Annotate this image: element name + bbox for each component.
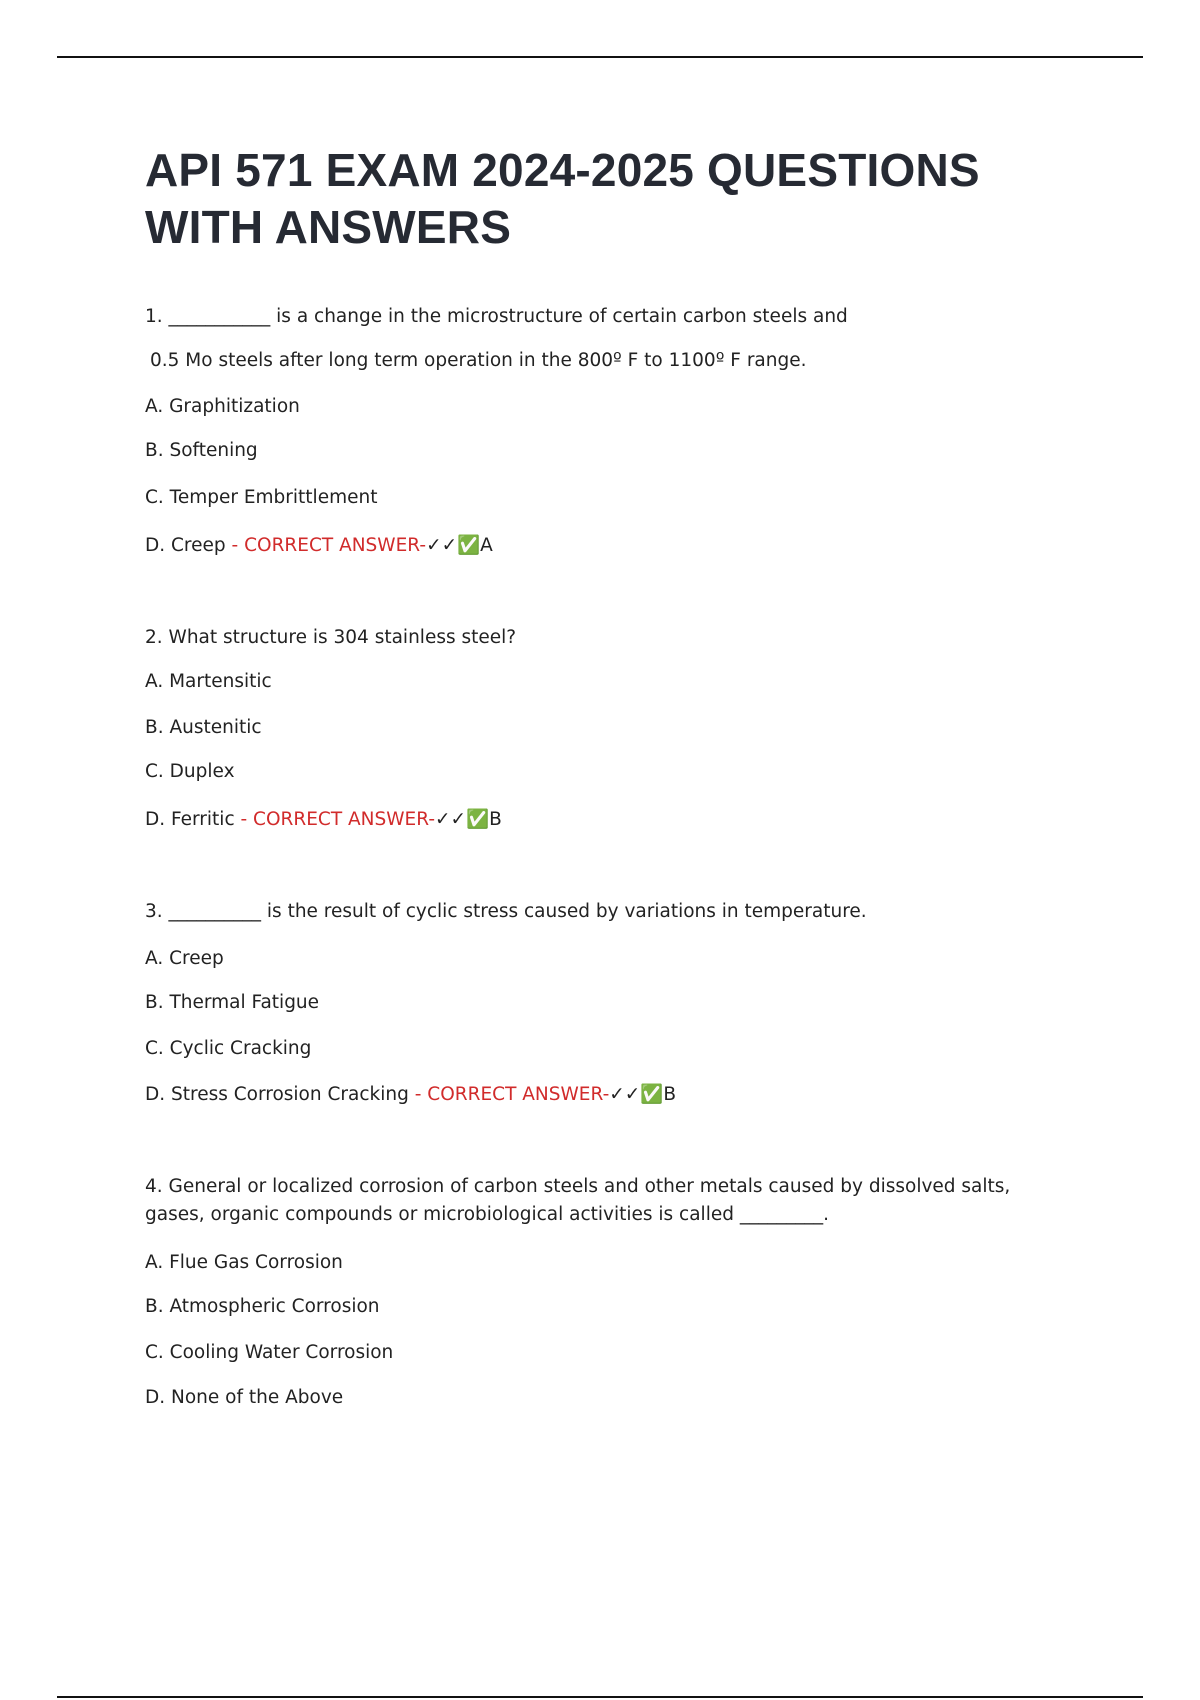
question-3-stem: 3. __________ is the result of cyclic stress caused by variations in temperature. [145,901,867,922]
question-2-option-d: D. Ferritic [145,809,235,830]
question-3-option-b: B. Thermal Fatigue [145,992,320,1013]
question-2-option-d-line [145,808,502,832]
question-3-option-d: D. Stress Corrosion Cracking [145,1084,409,1105]
page-title: API 571 EXAM 2024-2025 QUESTIONS WITH ANSWERS [145,144,980,253]
question-1-checkmarks: ✓✓ [426,535,458,556]
question-4-option-d: D. None of the Above [145,1387,344,1408]
question-1-option-d-line [145,534,493,558]
question-3-check-icon: ✅ [640,1084,664,1105]
question-2-correct-answer-label: - CORRECT ANSWER- [240,809,436,830]
question-4-stem: 4. General or localized corrosion of carbon steels and other metals caused by dissolved salts, gases, organic compounds or microbiological activities is called _________. [145,1176,1011,1225]
question-3-option-c: C. Cyclic Cracking [145,1038,312,1059]
question-1-option-b: B. Softening [145,440,258,461]
top-divider [57,56,1143,58]
question-1-option-c: C. Temper Embrittlement [145,487,378,508]
question-3-checkmarks: ✓✓ [609,1084,641,1105]
question-3-correct-answer-label: - CORRECT ANSWER- [414,1084,610,1105]
question-3-answer: B [663,1084,677,1105]
question-4-option-c: C. Cooling Water Corrosion [145,1342,394,1363]
question-4-option-b: B. Atmospheric Corrosion [145,1296,380,1317]
bottom-divider [57,1696,1143,1698]
question-2-option-a: A. Martensitic [145,671,272,692]
question-1-answer: A [480,535,493,556]
question-1-stem-line-2: 0.5 Mo steels after long term operation in the 800º F to 1100º F range. [150,350,807,371]
question-2-checkmarks: ✓✓ [435,809,467,830]
question-3-option-a: A. Creep [145,948,224,969]
question-1-stem-line-1: 1. ___________ is a change in the microstructure of certain carbon steels and [145,306,848,327]
question-2-option-c: C. Duplex [145,761,235,782]
question-2-option-b: B. Austenitic [145,717,262,738]
question-1-check-icon: ✅ [457,535,481,556]
question-2-stem: 2. What structure is 304 stainless steel? [145,627,517,648]
question-1-option-d: D. Creep [145,535,226,556]
question-1-option-a: A. Graphitization [145,396,300,417]
question-4-option-a: A. Flue Gas Corrosion [145,1252,343,1273]
question-2-answer: B [489,809,502,830]
question-2-check-icon: ✅ [466,809,490,830]
question-3-option-d-line [145,1083,676,1107]
question-1-correct-answer-label: - CORRECT ANSWER- [231,535,427,556]
